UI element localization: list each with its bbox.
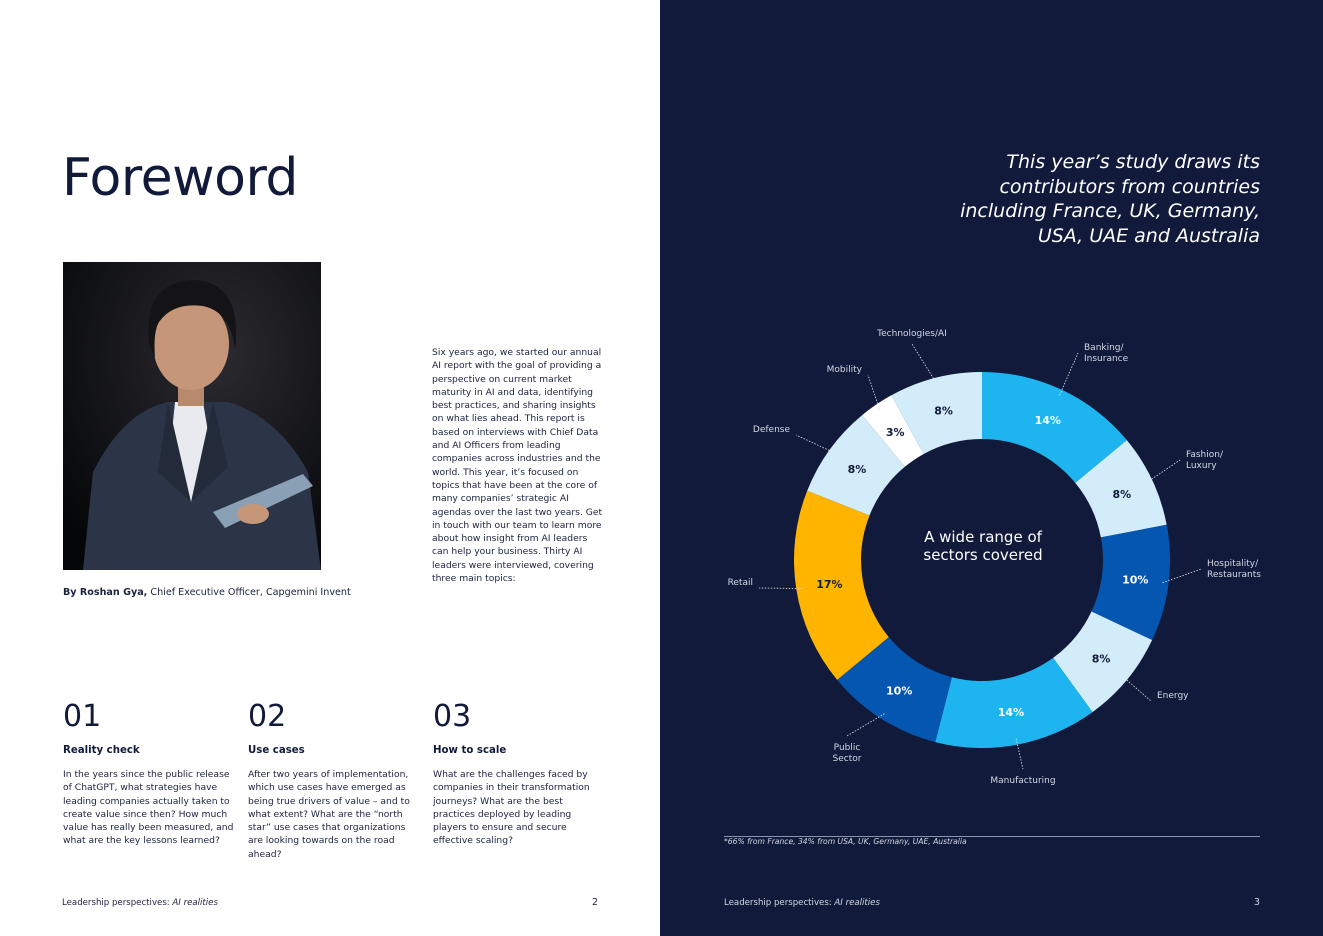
leader-line xyxy=(1147,460,1180,483)
slice-value-label: 14% xyxy=(1034,414,1061,428)
topic-text: After two years of implementation, which use cases have emerged as being true drivers of value – and to what extent? What are the “north star” use cases that organizations are looking towards on the road ahead? xyxy=(248,769,410,860)
slice-value-label: 10% xyxy=(886,684,913,698)
topic-text: What are the challenges faced by companies in their transformation journeys? What are the best practices deployed by leading players to ensure and secure effective scaling? xyxy=(433,769,590,847)
slice-value-label: 14% xyxy=(997,705,1025,719)
slice-category-label: Defense xyxy=(752,425,790,435)
topic-number: 02 xyxy=(248,699,287,734)
leader-line xyxy=(796,435,835,453)
slice-category-label: Mobility xyxy=(826,365,862,375)
slice-category-label: Energy xyxy=(1157,691,1189,701)
footer-italic: AI realities xyxy=(834,898,880,908)
footer-prefix: Leadership perspectives: xyxy=(724,898,835,908)
pull-quote: This year’s study draws its contributors from countries including France, UK, Germany, USA, UAE and Australia xyxy=(960,151,1260,247)
slice-value-label: 10% xyxy=(1122,573,1149,587)
slice-category-label: Retail xyxy=(727,578,753,588)
leader-line xyxy=(912,344,937,384)
page-number-right: 3 xyxy=(1254,897,1260,908)
topic-number: 01 xyxy=(63,699,102,734)
footer-italic: AI realities xyxy=(172,898,218,908)
slice-category-label: Fashion/ Luxury xyxy=(1186,450,1224,471)
slice-category-label: Hospitality/ Restaurants xyxy=(1207,559,1261,580)
topic-title: How to scale xyxy=(433,745,507,756)
topic-text: In the years since the public release of ChatGPT, what strategies have leading companies actually taken to create value since then? How much value has really been measured, and what are the key lessons learned? xyxy=(63,769,234,847)
topic-title: Use cases xyxy=(248,745,305,756)
page-title: Foreword xyxy=(62,148,298,208)
slice-value-label: 8% xyxy=(934,404,953,418)
slice-value-label: 8% xyxy=(1112,488,1132,502)
author-role: Chief Executive Officer, Capgemini Invent xyxy=(147,587,351,598)
slice-value-label: 17% xyxy=(816,578,843,592)
footnote: *66% from France, 34% from USA, UK, Germany, UAE, Australia xyxy=(724,837,967,846)
leader-line xyxy=(847,714,884,736)
footer-prefix: Leadership perspectives: xyxy=(62,898,173,908)
slice-value-label: 8% xyxy=(847,463,867,477)
footer-right xyxy=(724,898,880,908)
slice-value-label: 3% xyxy=(885,426,905,440)
author-name: By Roshan Gya, xyxy=(63,587,148,598)
slice-category-label: Banking/ Insurance xyxy=(1084,343,1129,364)
topic-title: Reality check xyxy=(63,745,140,756)
intro-paragraph: Six years ago, we started our annual AI report with the goal of providing a perspective on current market maturity in AI and data, identifying best practices, and sharing insights on what lies ahead. This report is based on interviews with Chief Data and AI Officers from leading companies across industries and the world. This year, it’s focused on topics that have been at the core of many companies’ strategic AI agendas over the last two years. Get in touch with our team to learn more about how insight from AI leaders can help your business. Thirty AI leaders were interviewed, covering three main topics: xyxy=(432,347,603,585)
leader-line xyxy=(1059,353,1078,395)
chart-center-label: A wide range of sectors covered xyxy=(923,528,1043,564)
slice-category-label: Public Sector xyxy=(832,743,862,764)
slice-value-label: 8% xyxy=(1091,652,1111,666)
slice-category-label: Manufacturing xyxy=(990,776,1056,786)
topic-number: 03 xyxy=(433,699,472,734)
slice-category-label: Technologies/AI xyxy=(877,329,947,339)
page-number-left: 2 xyxy=(592,897,598,908)
